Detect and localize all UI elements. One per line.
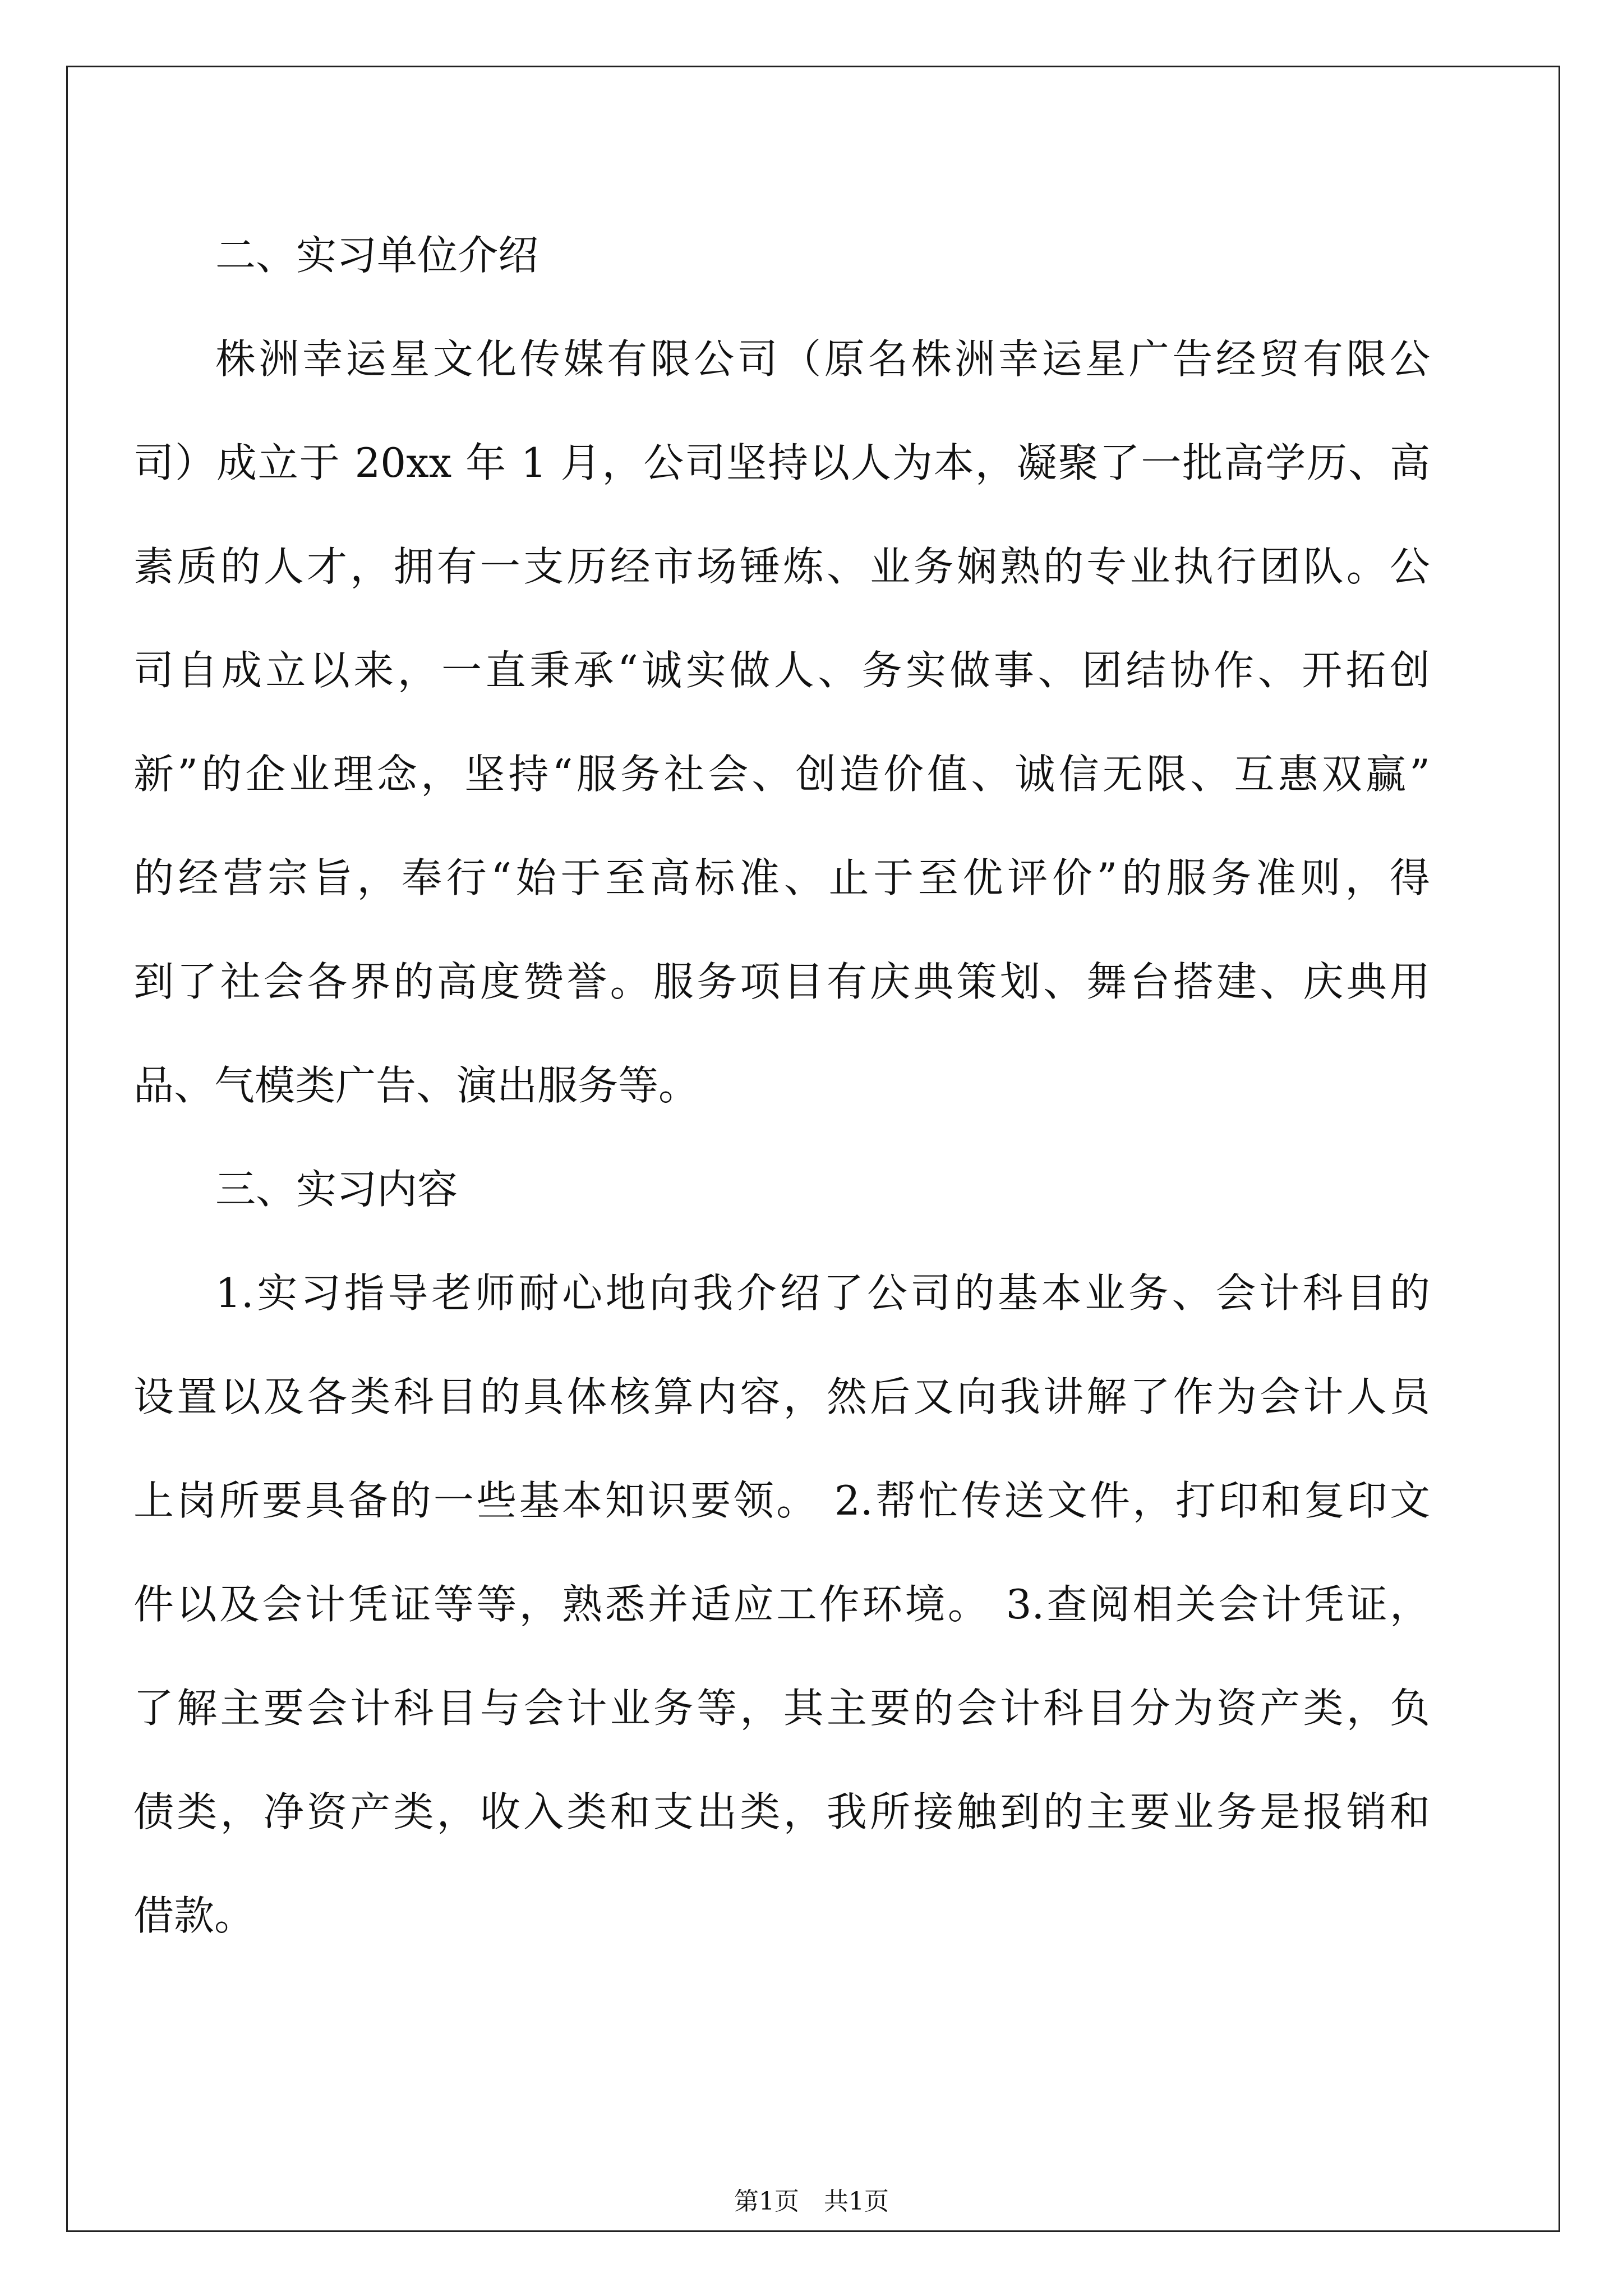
paragraph-line: 上岗所要具备的一些基本知识要领。 2.帮忙传送文件，打印和复印文 <box>133 1477 1430 1524</box>
paragraph-line: 到了社会各界的高度赞誉。服务项目有庆典策划、舞台搭建、庆典用 <box>133 958 1430 1005</box>
paragraph-line: 司自成立以来，一直秉承“诚实做人、务实做事、团结协作、开拓创 <box>133 647 1430 694</box>
page-footer: 第1页 共1页 <box>734 2187 889 2216</box>
paragraph-line: 的经营宗旨，奉行“始于至高标准、止于至优评价”的服务准则，得 <box>133 854 1430 901</box>
paragraph-line: 债类，净资产类，收入类和支出类，我所接触到的主要业务是报销和 <box>133 1788 1430 1835</box>
paragraph-line: 1.实习指导老师耐心地向我介绍了公司的基本业务、会计科目的 <box>215 1269 1430 1317</box>
paragraph-line: 品、气模类广告、演出服务等。 <box>133 1062 699 1109</box>
paragraph-line: 借款。 <box>133 1892 255 1939</box>
paragraph-line: 设置以及各类科目的具体核算内容，然后又向我讲解了作为会计人员 <box>133 1373 1430 1420</box>
paragraph-line: 株洲幸运星文化传媒有限公司（原名株洲幸运星广告经贸有限公 <box>215 335 1430 383</box>
section-heading-unit-intro: 二、实习单位介绍 <box>215 232 539 279</box>
paragraph-line: 件以及会计凭证等等，熟悉并适应工作环境。 3.查阅相关会计凭证， <box>133 1581 1430 1628</box>
paragraph-line: 素质的人才，拥有一支历经市场锤炼、业务娴熟的专业执行团队。公 <box>133 543 1430 590</box>
paragraph-line: 新”的企业理念，坚持“服务社会、创造价值、诚信无限、互惠双赢” <box>133 751 1430 798</box>
paragraph-line: 了解主要会计科目与会计业务等，其主要的会计科目分为资产类，负 <box>133 1685 1430 1732</box>
paragraph-line: 司）成立于 20xx 年 1 月，公司坚持以人为本，凝聚了一批高学历、高 <box>133 439 1430 486</box>
page-border <box>66 66 1560 2232</box>
section-heading-content: 三、实习内容 <box>215 1166 458 1213</box>
